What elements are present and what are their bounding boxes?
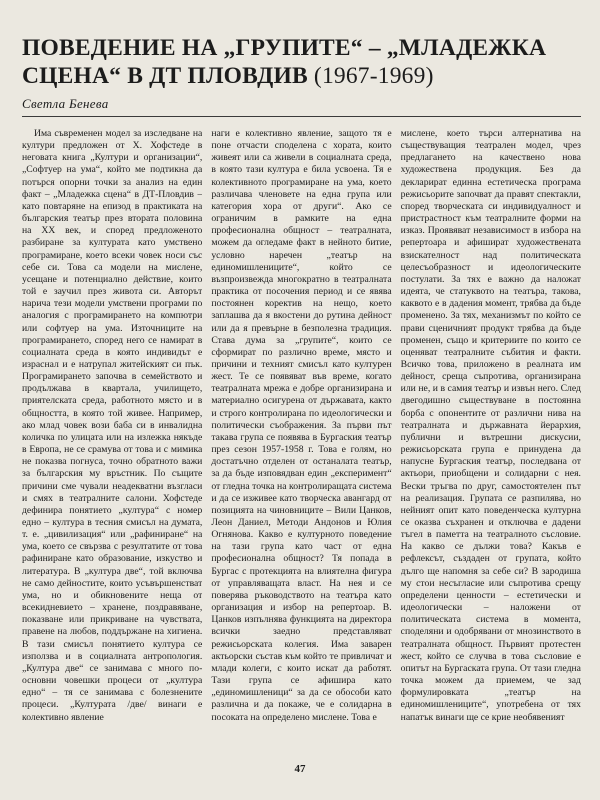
body-paragraph: наги е колективно явление, защото тя е поне отчасти споделена с хората, които живеят или са живели в социалната среда, в която тази култура е била усвоена. Тя е колективното програмиране на ума, което различава членовете на една група или категория хора от други“. Ако се ограничим в рамките на една професионална общност – театралната, можем да огледаме факт в нейното битие, условно наречен „театър на единомишлениците“, който се възпроизвежда многократно в театралната практика от посочения период и се явява постоянен коректив на нещо, което заплашва да я вкостени до рутина дейност или да я превърне в безполезна традиция. Става дума за „групите“, които се сформират по различно време, място и причини и техният смисъл като културен жест. Те се появяват във време, когато театралната мрежа е добре организирана и материално осигурена от държавата, както и строго контролирана по идеологически и политически съображения. За първи път такава група се появява в Бургаския театър през сезон 1957-1958 г. Това е голям, но достатъчно отделен от останалата театър, за да бъде изповядван един „експеримент“ от гледна точка на контролиращата система и да се изживее като творческа авангард от позицията на чиновниците – Вили Цанков, Леон Даниел, Методи Андонов и Юлия Огнянова. Какво е културното поведение на тази група като част от една професионална общност? Тя попада в Бургас с протекцията на влиятелна фигура от управляващата власт. На нея и се поверява ръководството на театъра като организация и избор на репертоар. В. Цанков изпълнява функцията на директора всички заедно представляват режисьорската колегия. Има заварен актьорски състав към който те привличат и млади колеги, с които искат да работят. Тази група се афишира като „единомишленици“ за да се обособи като различна и да покаже, че е солидарна в посоката на определено мислене. Това е (211, 128, 392, 723)
article-body (22, 128, 581, 736)
article-title-line-1: ПОВЕДЕНИЕ НА „ГРУПИТЕ“ – „МЛАДЕЖКА (22, 35, 547, 61)
page-number: 47 (294, 763, 306, 775)
body-paragraph: мислене, което търси алтернатива на съществуващия театрален модел, чрез предлагането на качествено нова художествена продукция. Без да декларират единна естетическа програма режисьорите започват да правят спектакли, според творческата си индивидуалност и пристрастност към театралните форми на изказ. Проявяват независимост в избора на репертоара и афишират художествената взискателност над политическата целесъобразност и идеологическите постулати. За тях е важно да наложат идеята, че статуквото на театъра, такова, каквото е в дадения момент, трябва да бъде променено. За тях, механизмът по който се прави сценичният продукт трябва да бъде променен, също и критериите по които се оценяват театралните събития и факти. Всичко това, приложено в реалната им дейност, среща съпротива, организирана или не, и в самия театър и извън него. След двегодишно съществуване в постоянна борба с опонентите от различни нива на театралната и държавната йерархия, публични и вътрешни дискусии, режисьорската група е принудена да напусне Бургаския театър, последвана от актьори, приобщени и солидарни с нея. Вески тръгва по друг, самостоятелен път на реализация. Групата се разпилява, но нейният опит като поведенческа културна се оказва съхранен и отключва е дадени тъгел в паметта на театралното съсловие. На какво се дължи това? Какъв е рефлексът, създаден от групата, който дълго ще напомня за себе си? В зародиша му стои несъгласие или съпротива срещу определени ценности – естетически и идеологически – наложени от политическата система в момента, споделяни и одобрявани от мнозинството в театралната общност. Първият протестен жест, който се случва в това съсловие е опитът на Бургаската група. От тази гледна точка можем да приемем, че зад формулировката „театър на единомишлениците“, употребена от тях напатък винаги ще се крие необявеният (400, 128, 581, 723)
body-paragraph: Има съвременен модел за изследване на култури предложен от Х. Хофстеде в неговата книга „Култури и организации“, „Софтуер на ума“, който ме подтикна да потърся опорни точки за анализ на един факт – „Младежка сцена“ в ДТ-Пловдив – като повтаряне на епизод в практиката на българския театър през втората половина на ХХ век, и според предложеното разбиране за културата като умствено програмиране, което всеки човек носи със себе си. Това са модели на мислене, усещане и потенциално действие, които той е заучил през живота си. Авторът нарича тези модели умствени програми по аналогия с програмирането на компютри или софтуер на ума. Източниците на програмирането, според него се намират в социалната среда в която индивидът е израснал и е натрупал житейският си пък. Програмирането започва в семейството и продължава в квартала, училището, приятелската среда, работното място и в общността, в която той живее. Например, ако млад човек вози баба си в инвалидна количка по улицата или на излежка някъде в Европа, не се срамува от това и с мимика не показва погнуса, точно обратното важи за българския му връстник. По същите причини сме чували неадекватни възгласи и смях в театралните салони. Хофстеде дефинира понятието „култура“ с номер едно – култура в тесния смисъл на думата, т. е. „цивилизация“ или „рафиниране“ на ума, което се свързва с резултатите от това рафиниране като образование, изкуство и литература. В „култура две“, той включва не само дейностите, които усъвършенстват ума, но и обикновените неща от всекидневието – хранене, поздравяване, показване или прикриване на чувствата, правене на любов, поддържане на хигиена. В тази смисъл понятието култура се използва и в социалната антропология. „Култура две“ се занимава с много по-основни човешки процеси от „култура едно“ – тя се занимава с болезнените процеси. „Културата /две/ винаги е колективно явление (22, 128, 203, 723)
title-divider (22, 116, 581, 117)
article-title-years: (1967-1969) (313, 63, 434, 89)
article-title-line-2: СЦЕНА“ В ДТ ПЛОВДИВ (22, 63, 308, 89)
text-column-1 (22, 128, 202, 736)
text-column-2 (211, 128, 391, 736)
article-title (22, 34, 582, 90)
text-column-3 (401, 128, 581, 736)
article-author: Светла Бенева (22, 96, 109, 111)
